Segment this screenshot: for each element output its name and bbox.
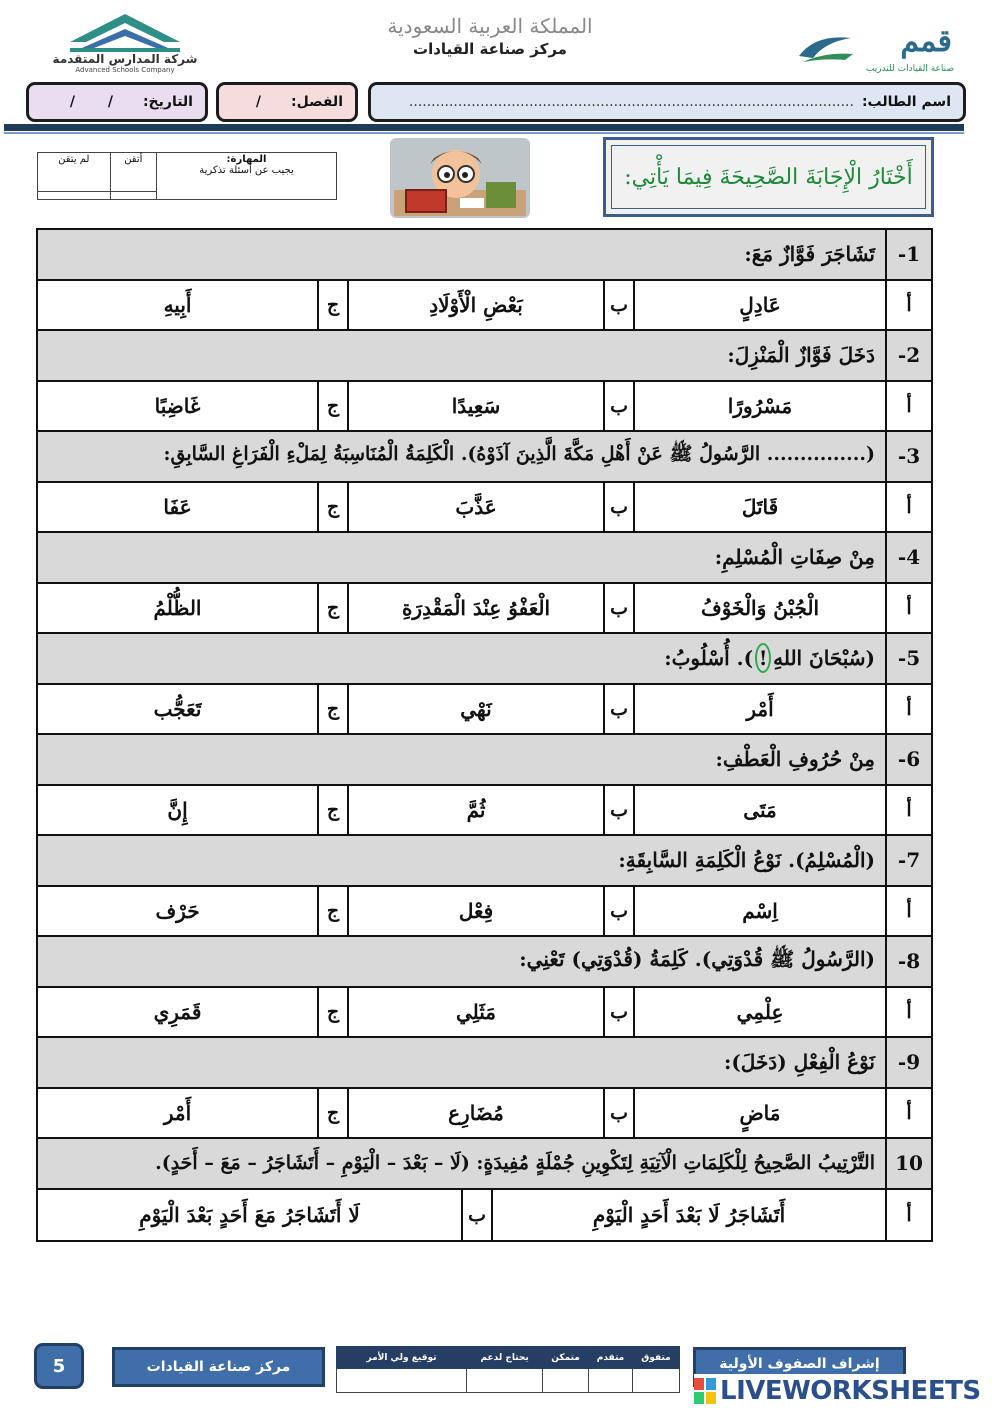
questions-table [36, 228, 933, 1242]
exclamation-mark-answer-circle[interactable] [755, 643, 771, 673]
question-row-2 [38, 331, 931, 382]
option-a-letter: أ [885, 887, 931, 936]
option-b[interactable]: نَهْي [347, 685, 603, 734]
question-text: نَوْعُ الْفِعْلِ (دَخَلَ): [723, 1050, 875, 1075]
option-b-letter: ب [603, 382, 633, 431]
eval-header-advanced: متقدم [588, 1347, 632, 1369]
header-center [380, 14, 600, 58]
eval-cell-proficient[interactable] [543, 1369, 589, 1393]
option-b-letter: ب [603, 685, 633, 734]
options-row-5 [38, 685, 931, 736]
date-slashes: / / [69, 94, 127, 110]
option-a[interactable]: الْجُبْنُ وَالْخَوْفُ [633, 584, 885, 633]
question-text [38, 634, 885, 683]
question-row-10 [38, 1139, 931, 1190]
option-b[interactable]: لَا أَتَشَاجَرُ مَعَ أَحَدٍ بَعْدَ الْيَوْمِ [38, 1190, 461, 1241]
option-c-letter: ج [317, 988, 347, 1037]
option-a[interactable]: عِلْمِي [633, 988, 885, 1037]
option-a-letter: أ [885, 786, 931, 835]
question-text: تَشَاجَرَ فَوَّازٌ مَعَ: [744, 242, 875, 267]
option-b[interactable]: ثُمَّ [347, 786, 603, 835]
student-name-field[interactable] [368, 82, 966, 122]
option-a-letter: أ [885, 281, 931, 330]
option-c[interactable]: قَمَرِي [38, 988, 317, 1037]
option-b[interactable]: مُضَارِع [347, 1089, 603, 1138]
option-a-letter: أ [885, 1190, 931, 1241]
option-a[interactable]: مَسْرُورًا [633, 382, 885, 431]
option-b[interactable]: الْعَفْوُ عِنْدَ الْمَقْدِرَةِ [347, 584, 603, 633]
option-b-letter: ب [603, 584, 633, 633]
not-mastered-checkbox[interactable] [38, 191, 111, 199]
eval-header-needs-support: يحتاج لدعم [467, 1347, 543, 1369]
center-name: مركز صناعة القيادات [413, 40, 567, 58]
eval-header-proficient: متمكن [543, 1347, 589, 1369]
eval-cell-excellent[interactable] [633, 1369, 680, 1393]
question-text: دَخَلَ فَوَّازٌ الْمَنْزِلَ: [727, 343, 875, 368]
question-text-after: ). أُسْلُوبُ: [664, 646, 754, 671]
qimam-logo-text: قمم [900, 24, 952, 59]
option-b[interactable]: بَعْضِ الْأَوْلَادِ [347, 281, 603, 330]
option-a[interactable]: أَتَشَاجَرُ لَا بَعْدَ أَحَدٍ الْيَوْمِ [491, 1190, 885, 1241]
option-a[interactable]: قَاتَلَ [633, 483, 885, 532]
option-c-letter: ج [317, 685, 347, 734]
options-row-7 [38, 887, 931, 938]
question-row-1 [38, 230, 931, 281]
question-number: 2- [885, 331, 931, 380]
header-divider [4, 124, 964, 131]
option-b-letter: ب [603, 887, 633, 936]
options-row-9 [38, 1089, 931, 1140]
date-field[interactable] [26, 82, 208, 122]
header-divider-thin [4, 132, 964, 134]
question-text: (............... الرَّسُولُ ﷺ عَنْ أَهْلِ مَكَّةَ الَّذِينَ آذَوْهُ). الْكَلِمَةُ الْمُنَاسِبَةُ لِمَلْءِ الْفَرَاغِ السَّابِقِ: [163, 443, 875, 466]
question-text-before: (سُبْحَانَ اللهِ [773, 646, 875, 671]
student-name-label: اسم الطالب: [861, 94, 951, 110]
question-number: 9- [885, 1038, 931, 1087]
option-b[interactable]: سَعِيدًا [347, 382, 603, 431]
question-number: 7- [885, 836, 931, 885]
liveworksheets-logo-icon [694, 1378, 716, 1404]
question-text: (الرَّسُولُ ﷺ قُدْوَتِي). كَلِمَةُ (قُدْوَتِي) تَعْنِي: [519, 946, 875, 971]
option-c[interactable]: غَاضِبًا [38, 382, 317, 431]
class-field[interactable] [216, 82, 358, 122]
exclamation-mark: ! [758, 646, 768, 671]
question-row-8 [38, 937, 931, 988]
liveworksheets-brand [694, 1374, 990, 1408]
question-number: 10 [885, 1139, 931, 1188]
option-c[interactable]: الظُّلْمُ [38, 584, 317, 633]
company-name-ar: شركة المدارس المتقدمة [52, 52, 198, 66]
question-row-6 [38, 735, 931, 786]
option-c-letter: ج [317, 483, 347, 532]
option-a[interactable]: اِسْم [633, 887, 885, 936]
skill-text: يجيب عن أسئلة تذكرية [199, 165, 294, 176]
instructions-title: أَخْتَارُ الْإِجَابَةَ الصَّحِيحَةَ فِيمَا يَأْتِي: [624, 164, 913, 190]
eval-header-excellent: متفوق [633, 1347, 680, 1369]
not-mastered-header: لم يتقن [38, 153, 111, 192]
question-row-5 [38, 634, 931, 685]
options-row-2 [38, 382, 931, 433]
option-b[interactable]: مَثَلِي [347, 988, 603, 1037]
option-c-letter: ج [317, 281, 347, 330]
option-b-letter: ب [461, 1190, 491, 1241]
page-number: 5 [34, 1343, 84, 1389]
option-c[interactable]: إِنَّ [38, 786, 317, 835]
option-b-letter: ب [603, 1089, 633, 1138]
qimam-emblem-icon [795, 28, 855, 68]
kingdom-name: المملكة العربية السعودية [387, 14, 593, 38]
option-c-letter: ج [317, 584, 347, 633]
option-c-letter: ج [317, 786, 347, 835]
question-row-7 [38, 836, 931, 887]
qimam-logo-subtitle: صناعة القيادات للتدريب [865, 64, 954, 74]
option-a-letter: أ [885, 1089, 931, 1138]
question-number: 5- [885, 634, 931, 683]
option-b-letter: ب [603, 281, 633, 330]
option-c-letter: ج [317, 1089, 347, 1138]
option-c[interactable]: أَبِيهِ [38, 281, 317, 330]
option-c[interactable]: أَمْر [38, 1089, 317, 1138]
question-text: مِنْ صِفَاتِ الْمُسْلِمِ: [714, 545, 875, 570]
option-c[interactable]: حَرْف [38, 887, 317, 936]
option-a-letter: أ [885, 685, 931, 734]
class-slash: / [255, 94, 275, 110]
liveworksheets-text: LIVEWORKSHEETS [720, 1376, 981, 1406]
options-row-6 [38, 786, 931, 837]
question-number: 1- [885, 230, 931, 279]
mastered-header: أتقن [110, 153, 156, 192]
eval-cell-needs-support[interactable] [467, 1369, 543, 1393]
option-c-letter: ج [317, 382, 347, 431]
option-a-letter: أ [885, 483, 931, 532]
option-a[interactable]: مَاضٍ [633, 1089, 885, 1138]
qimam-logo [795, 24, 960, 74]
eval-cell-parent-signature[interactable] [337, 1369, 467, 1393]
option-a-letter: أ [885, 988, 931, 1037]
option-b[interactable]: فِعْل [347, 887, 603, 936]
footer-supervision-label: إشراف الصفوف الأولية [693, 1347, 906, 1387]
date-label: التاريخ: [142, 94, 193, 110]
skill-label: المهارة: [226, 154, 267, 165]
option-c-letter: ج [317, 887, 347, 936]
class-label: الفصل: [290, 94, 343, 110]
option-b-letter: ب [603, 786, 633, 835]
question-number: 3- [885, 432, 931, 481]
question-number: 8- [885, 937, 931, 986]
option-c[interactable]: تَعَجُّب [38, 685, 317, 734]
question-text: مِنْ حُرُوفِ الْعَطْفِ: [715, 747, 875, 772]
eval-header-parent-signature: توقيع ولي الأمر [337, 1347, 467, 1369]
option-a[interactable]: مَتَى [633, 786, 885, 835]
question-row-4 [38, 533, 931, 584]
evaluation-table [336, 1346, 680, 1393]
skill-assessment-box [37, 152, 337, 200]
instructions-title-box [603, 137, 934, 217]
question-row-9 [38, 1038, 931, 1089]
options-row-3 [38, 483, 931, 534]
advanced-schools-logo [40, 10, 210, 74]
question-number: 4- [885, 533, 931, 582]
option-a[interactable]: عَادِلٍ [633, 281, 885, 330]
mastered-checkbox[interactable] [110, 191, 156, 199]
student-name-dots: .................................................................................................... [408, 94, 854, 110]
option-a-letter: أ [885, 584, 931, 633]
question-text: التَّرْتِيبُ الصَّحِيحُ لِلْكَلِمَاتِ الْآتِيَةِ لِتَكْوِينِ جُمْلَةٍ مُفِيدَةٍ: (لَا – بَعْدَ – الْيَوْمِ – أَتَشَاجَرُ – مَعَ – أَحَدٍ). [155, 1152, 875, 1175]
reading-student-icon [390, 138, 530, 218]
company-name-en: Advanced Schools Company [75, 66, 175, 74]
options-row-8 [38, 988, 931, 1039]
options-row-1 [38, 281, 931, 332]
options-row-4 [38, 584, 931, 635]
option-a-letter: أ [885, 382, 931, 431]
option-b-letter: ب [603, 483, 633, 532]
question-row-3 [38, 432, 931, 483]
question-number: 6- [885, 735, 931, 784]
eval-cell-advanced[interactable] [588, 1369, 632, 1393]
skill-cell [157, 153, 337, 200]
options-row-10 [38, 1190, 931, 1241]
option-c[interactable]: عَفَا [38, 483, 317, 532]
question-text: (الْمُسْلِمُ). نَوْعُ الْكَلِمَةِ السَّابِقَةِ: [618, 848, 875, 873]
option-a[interactable]: أَمْر [633, 685, 885, 734]
footer-center-label: مركز صناعة القيادات [112, 1347, 325, 1387]
option-b-letter: ب [603, 988, 633, 1037]
option-b[interactable]: عَذَّبَ [347, 483, 603, 532]
reading-student-illustration [390, 138, 530, 218]
